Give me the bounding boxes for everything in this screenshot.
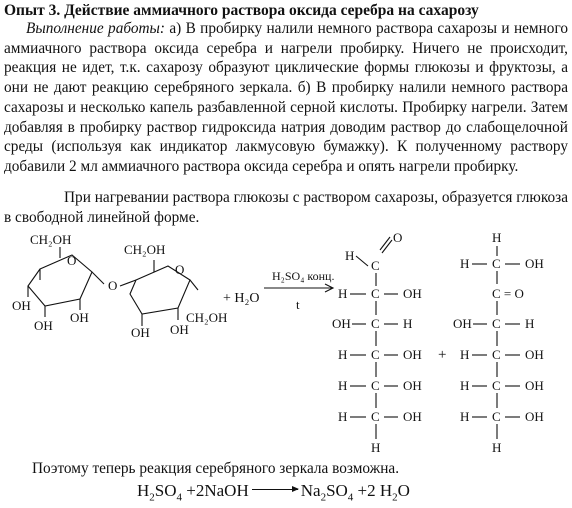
fructose-c1-right: OH: [525, 256, 544, 271]
glucose-c2-left: H: [338, 286, 348, 301]
glucose-ring: [12, 232, 104, 333]
fructose-ring: [120, 242, 227, 340]
fructose-c3-right: H: [525, 316, 535, 331]
ring2-oh-bottom: OH: [131, 325, 150, 340]
glucose-c5: C: [371, 378, 380, 393]
eq-sub: 2: [320, 491, 327, 504]
eq-so: SO: [326, 481, 348, 500]
procedure-lead: Выполнение работы:: [26, 20, 165, 37]
fructose-c4-right: OH: [525, 347, 544, 362]
reaction-arrow: [264, 269, 334, 312]
fructose-c3-left: OH: [453, 316, 472, 331]
glucose-open-chain: [332, 230, 422, 455]
ring1-oh-left: OH: [12, 298, 31, 313]
eq-h: H: [137, 481, 150, 500]
glucose-c3: C: [371, 316, 380, 331]
fructose-c6-left: H: [460, 409, 470, 424]
eq-water: +2 H: [353, 481, 393, 500]
glucose-c4-right: OH: [403, 347, 422, 362]
fructose-c4: C: [492, 347, 501, 362]
glucose-c2: C: [371, 286, 380, 301]
glucose-c5-left: H: [338, 378, 348, 393]
catalyst-label: H₂SO₄ конц.: [272, 269, 335, 283]
glucose-c4: C: [371, 347, 380, 362]
fructose-c6: C: [492, 409, 501, 424]
glycosidic-oxygen: O: [108, 278, 118, 293]
glucose-c6: C: [371, 409, 380, 424]
glucose-c6-left: H: [338, 409, 348, 424]
ring2-ch2oh-top: CH₂OH: [124, 242, 166, 257]
eq-arrow: [252, 489, 298, 491]
ring2-ch2oh-bottom: CH₂OH: [186, 310, 228, 325]
fructose-open-chain: [453, 230, 544, 455]
fructose-c1: C: [492, 256, 501, 271]
ring1-ch2oh: CH₂OH: [30, 232, 72, 247]
aldehyde-c: C: [371, 258, 380, 273]
eq-sub: 4: [347, 491, 354, 504]
aldehyde-o: O: [393, 230, 403, 245]
ring1-oh-bottom: OH: [34, 318, 53, 333]
fructose-c6-right: OH: [525, 409, 544, 424]
fructose-bottom-h: H: [492, 440, 502, 455]
fructose-c5: C: [492, 378, 501, 393]
reaction-scheme: [0, 222, 572, 460]
eq-naoh: +2NaOH: [182, 481, 249, 500]
ring2-o: O: [175, 262, 185, 277]
procedure-paragraph: [4, 19, 568, 177]
eq-sub: 2: [392, 491, 398, 504]
glucose-c4-left: H: [338, 347, 348, 362]
eq-sub: 4: [176, 491, 183, 504]
fructose-c4-left: H: [460, 347, 470, 362]
plus-water: + H₂O: [223, 291, 260, 306]
glucose-c3-right: H: [403, 316, 413, 331]
conclusion-text: Поэтому теперь реакция серебряного зеркала возможна.: [32, 460, 400, 477]
glucose-c6-right: OH: [403, 409, 422, 424]
condition-label: t: [296, 297, 300, 312]
eq-so: SO: [154, 481, 177, 500]
observation-text: При нагревании раствора глюкозы с раствором сахарозы, образуется глюкоза в свободной линейной форме.: [4, 189, 568, 226]
eq-sub: 2: [149, 491, 155, 504]
plus-sign: +: [438, 347, 447, 363]
fructose-c5-left: H: [460, 378, 470, 393]
ring1-o: O: [67, 253, 77, 268]
fructose-keto: C = O: [492, 286, 524, 301]
ring2-oh-right: OH: [170, 322, 189, 337]
conclusion-line: [4, 459, 564, 478]
eq-na: Na: [300, 481, 321, 500]
glucose-c3-left: OH: [332, 316, 351, 331]
fructose-c5-right: OH: [525, 378, 544, 393]
glucose-c2-right: OH: [403, 286, 422, 301]
glucose-c5-right: OH: [403, 378, 422, 393]
fructose-c1-left: H: [460, 256, 470, 271]
ring1-oh-right: OH: [70, 310, 89, 325]
fructose-top-h: H: [492, 230, 502, 245]
glucose-bottom-h: H: [371, 440, 381, 455]
section-heading: Опыт 3. Действие аммиачного раствора оксида серебра на сахарозу: [4, 2, 479, 19]
fructose-c3: C: [492, 316, 501, 331]
neutralization-equation: [137, 480, 410, 508]
eq-o: O: [397, 481, 410, 500]
procedure-text: а) В пробирку налили немного раствора сахарозы и немного аммиачного раствора оксида серебра и нагрели пробирку. Ничего не происходит, реакция не идет, т.к. сахарозу образуют циклические формы глюкозы и фруктозы, а они не дают реакцию серебряного зеркала. б) В пробирку налили немного раствора сахарозы и несколько капель разбавленной серной кислоты. Пробирку нагрели. Затем добавляя в пробирку раствор гидроксида натрия доводим раствор до слабощелочной среды (используя как индикатор лакмусовую бумажку). К полученному раствору добавили 2 мл аммиачного раствора оксида серебра и опять нагрели пробирку.: [4, 20, 568, 175]
aldehyde-h: H: [345, 248, 355, 263]
